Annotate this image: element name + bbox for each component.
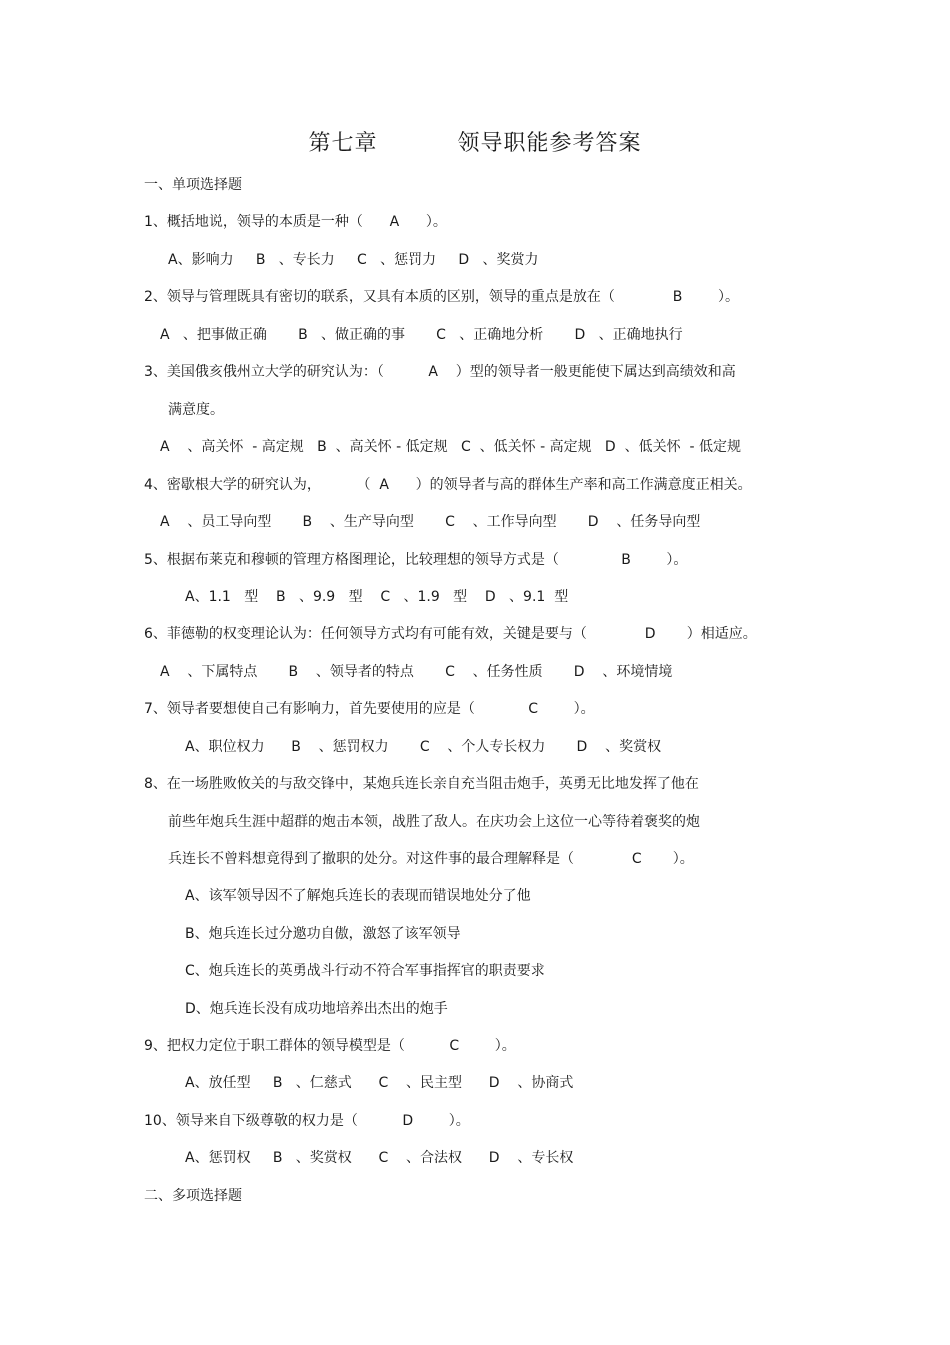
question-8-option-d: D、炮兵连长没有成功地培养出杰出的炮手	[185, 1001, 448, 1017]
question-8-stem: 8、在一场胜败攸关的与敌交锋中，某炮兵连长亲自充当阻击炮手，英勇无比地发挥了他在	[144, 776, 699, 792]
question-5-options: A、1.1 型 B 、9.9 型 C 、1.9 型 D 、9.1 型	[185, 589, 569, 605]
question-3-stem-continued: 满意度。	[168, 402, 224, 418]
question-6-options: A 、下属特点 B 、领导者的特点 C 、任务性质 D 、环境情境	[160, 664, 673, 680]
question-2-options: A 、把事做正确 B 、做正确的事 C 、正确地分析 D 、正确地执行	[160, 327, 683, 343]
question-10-options: A、惩罚权 B 、奖赏权 C 、合法权 D 、专长权	[185, 1150, 574, 1166]
question-4-options: A 、员工导向型 B 、生产导向型 C 、工作导向型 D 、任务导向型	[160, 514, 701, 530]
question-8-stem-continued-2: 兵连长不曾料想竟得到了撤职的处分。对这件事的最合理解释是（ C ）。	[168, 851, 694, 867]
question-8-stem-continued: 前些年炮兵生涯中超群的炮击本领，战胜了敌人。在庆功会上这位一心等待着褒奖的炮	[168, 814, 700, 830]
question-1-options: A、影响力 B 、专长力 C 、惩罚力 D 、奖赏力	[168, 252, 539, 268]
question-7-stem: 7、领导者要想使自己有影响力，首先要使用的应是（ C ）。	[144, 701, 595, 717]
question-9-options: A、放任型 B 、仁慈式 C 、民主型 D 、协商式	[185, 1075, 574, 1091]
question-8-option-b: B、炮兵连长过分邀功自傲，激怒了该军领导	[185, 926, 461, 942]
question-6-stem: 6、菲德勒的权变理论认为：任何领导方式均有可能有效，关键是要与（ D ）相适应。	[144, 626, 757, 642]
question-8-option-c: C、炮兵连长的英勇战斗行动不符合军事指挥官的职责要求	[185, 963, 545, 979]
section-heading-single-choice: 一、单项选择题	[144, 177, 242, 193]
question-9-stem: 9、把权力定位于职工群体的领导模型是（ C ）。	[144, 1038, 516, 1054]
question-10-stem: 10、领导来自下级尊敬的权力是（ D ）。	[144, 1113, 470, 1129]
question-2-stem: 2、领导与管理既具有密切的联系，又具有本质的区别，领导的重点是放在（ B ）。	[144, 289, 739, 305]
question-7-options: A、职位权力 B 、惩罚权力 C 、个人专长权力 D 、奖赏权	[185, 739, 662, 755]
question-3-stem: 3、美国俄亥俄州立大学的研究认为：（ A ）型的领导者一般更能使下属达到高绩效和高	[144, 364, 736, 380]
question-5-stem: 5、根据布莱克和穆顿的管理方格图理论，比较理想的领导方式是（ B ）。	[144, 552, 688, 568]
question-3-options: A 、高关怀 - 高定规 B 、高关怀 - 低定规 C 、低关怀 - 高定规 D 、低关怀 - 低定规	[160, 439, 741, 455]
question-4-stem: 4、密歇根大学的研究认为， （ A ）的领导者与高的群体生产率和高工作满意度正相关。	[144, 477, 752, 493]
document-title: 第七章 领导职能参考答案	[308, 131, 642, 156]
question-8-option-a: A、该军领导因不了解炮兵连长的表现而错误地处分了他	[185, 888, 531, 904]
section-heading-multi-choice: 二、多项选择题	[144, 1188, 242, 1204]
question-1-stem: 1、概括地说，领导的本质是一种（ A ）。	[144, 214, 447, 230]
